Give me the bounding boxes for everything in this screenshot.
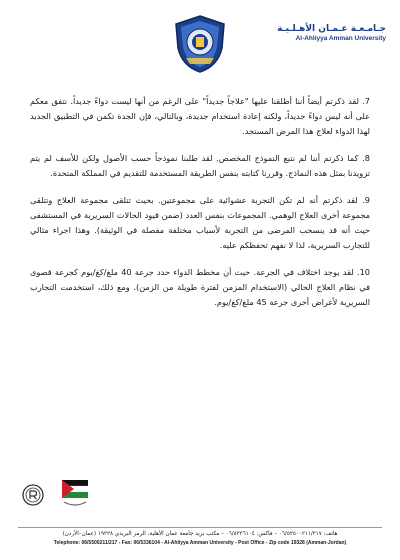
paragraph-10: 10. لقد يوجد اختلاف في الجرعة. حيث أن مخطط الدواء حدد جرعة 40 ملغ/كغ/يوم كجرعة قصوى في نظام العلاج الحالي (الاستخدام المزمن لفترة طويلة من الزمن). ومع ذلك، استخدمت التجارب السريرية لأغراض أخرى جرعة 45 ملغ/كغ/يوم. bbox=[30, 267, 370, 307]
footer-contact-english: Telephone: 06/5500211/217 - Fax: 06/5336104 - Al-Ahliyya Amman University - Post Office - Zip code 19328 (Amman-Jordan) bbox=[53, 540, 347, 546]
footer-divider bbox=[18, 527, 382, 528]
letter-body bbox=[30, 94, 370, 322]
quality-certification-icon bbox=[22, 484, 44, 506]
paragraph-7: 7. لقد ذكرتم أيضاً أننا أطلقنا عليها "علاجاً جديداً" على الرغم من أنها ليست دواءً جديداً. نتفق معكم على أنه ليس دواءً جديداً، ولكنه إعادة استخدام جديدة، وبالتالي، فإن الجدة تكمن في التطبيق الجديد لهذا الدواء لعلاج هذا المرض المستجد. bbox=[30, 96, 370, 136]
university-name-arabic: جـامـعـة عـمـان الأهـلـيـة bbox=[277, 24, 386, 34]
footer-contact-arabic: هاتف: ٠٦/٥٣٥٠٠٢١١/٢١٧ – فاكس: ٠٦/٥٣٣٦١٠٤ – مكتب بريد جامعة عمان الأهلية، الرمز البريدي ١٩٣٢٨ (عمان–الأردن) bbox=[62, 531, 338, 537]
paragraph-8: 8. كما ذكرتم أننا لم نتبع النموذج المخصص. لقد طلبنا نموذجاً حسب الأصول ولكن للأسف لم يتم تزويدنا بمثل هذه النماذج. وقررنا كتابته بنفس الطريقة المستخدمة للتقديم في المملكة المتحدة. bbox=[30, 153, 370, 178]
letterhead bbox=[0, 0, 400, 80]
university-name bbox=[277, 24, 386, 42]
jordan-flag-icon bbox=[60, 476, 90, 510]
university-crest-icon bbox=[172, 14, 228, 74]
footer bbox=[10, 530, 390, 547]
university-name-english: Al-Ahliyya Amman University bbox=[295, 35, 386, 42]
paragraph-9: 9. لقد ذكرتم أنه لم تكن التجربة عشوائية على مجموعتين. بحيث تتلقى مجموعة العلاج وتتلقى مجموعة أخرى العلاج الوهمي. المجموعات بنفس العدد (ضمن قيود الحالات السريرية في المستشفى حيث أنه قد ينسحب المرضى من التجربة لأسباب مختلفة مفصلة في الوثيقة). وهذا اجراء مثالي للتجارب السريرية، لذا لا نفهم تحفظكم عليه. bbox=[30, 195, 370, 250]
